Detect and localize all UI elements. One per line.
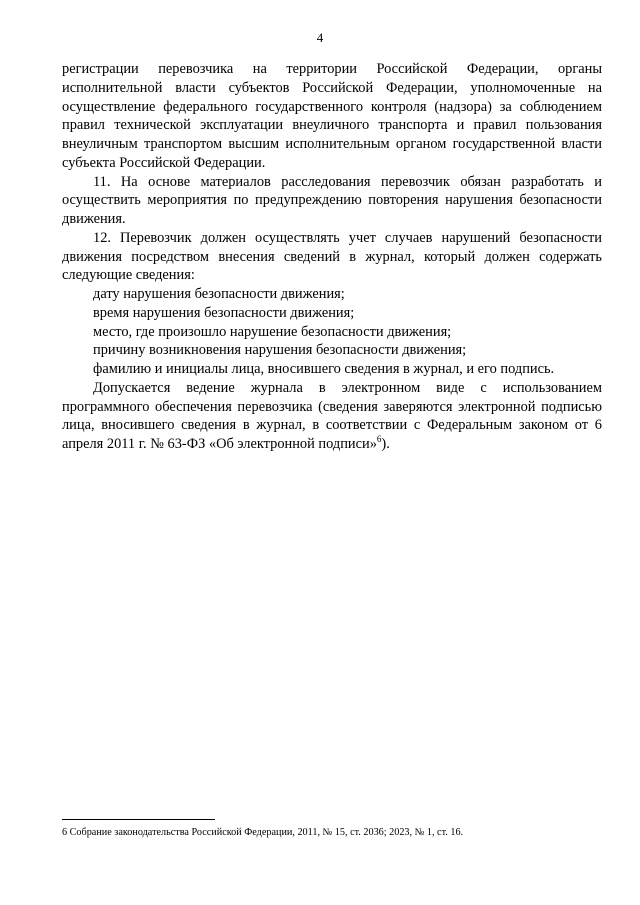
paragraph-continuation: регистрации перевозчика на территории Российской Федерации, органы исполнительной власти субъектов Российской Федерации, уполномоченные на осуществление федерального государственного контроля (надзора) за соблюдением правил технической эксплуатации внеуличного транспорта и правил пользования внеуличным транспортом высшим исполнительным органом государственной власти субъекта Российской Федерации. [62, 61, 602, 171]
electronic-journal-text: Допускается ведение журнала в электронном виде с использованием программного обеспечения перевозчика (сведения заверяются электронной подписью лица, вносившего сведения в журнал, в соответствии с Федеральным законом от 6 апреля 2011 г. № 63-ФЗ «Об электронной подписи» [62, 379, 602, 452]
body-text [62, 60, 602, 454]
paragraph-12: 12. Перевозчик должен осуществлять учет случаев нарушений безопасности движения посредством внесения сведений в журнал, который должен содержать следующие сведения: [62, 229, 602, 284]
journal-item-place: место, где произошло нарушение безопасности движения; [93, 323, 452, 340]
journal-item-signature: фамилию и инициалы лица, вносившего сведения в журнал, и его подпись. [93, 361, 555, 377]
journal-item-time: время нарушения безопасности движения; [93, 304, 355, 321]
footnote-reference: 6 [376, 434, 382, 445]
journal-item-date: дату нарушения безопасности движения; [93, 286, 345, 302]
paragraph-11: 11. На основе материалов расследования перевозчик обязан разработать и осуществить мероприятия по предупреждению повторения нарушения безопасности движения. [62, 173, 602, 227]
electronic-journal-closing: ). [381, 436, 390, 452]
page-number: 4 [316, 30, 324, 45]
journal-item-cause: причину возникновения нарушения безопасности движения; [93, 342, 467, 359]
footnote-separator [62, 819, 215, 820]
footnote: 6 Собрание законодательства Российской Федерации, 2011, № 15, ст. 2036; 2023, № 1, ст. 16. [62, 827, 464, 838]
paragraph-electronic-journal [62, 379, 602, 454]
